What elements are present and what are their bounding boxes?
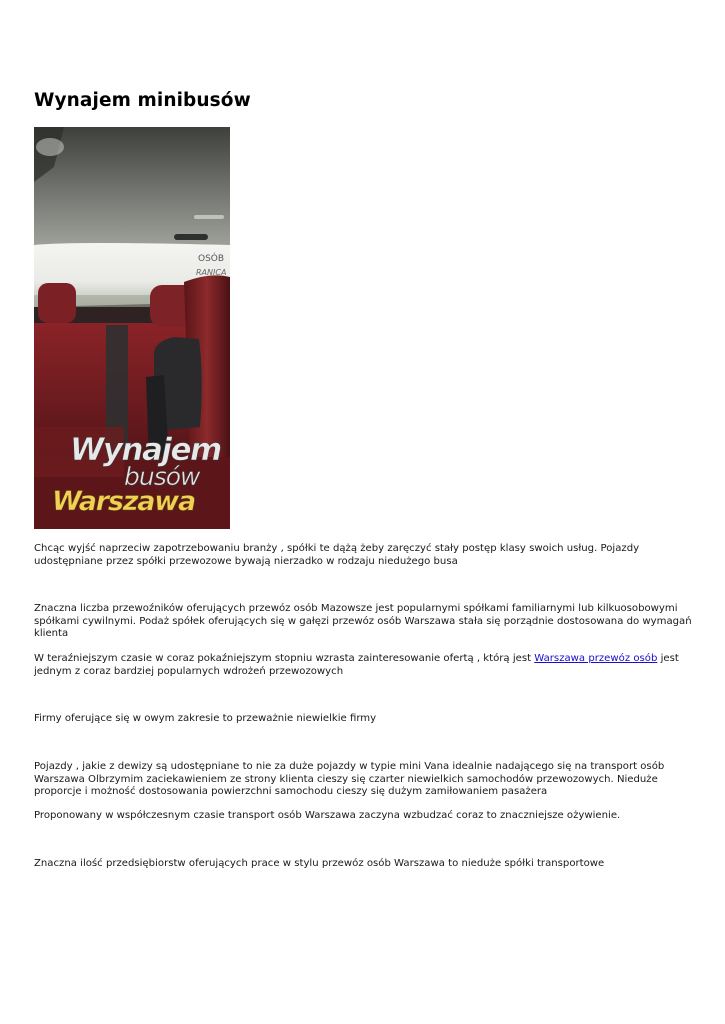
overlay-title-line2: busów xyxy=(124,462,200,491)
bus-interior-photo xyxy=(34,127,230,529)
paragraph-3-text-before: W teraźniejszym czasie w coraz pokaźniejszym stopniu wzrasta zainteresowanie ofertą , którą jest xyxy=(34,653,535,664)
window-text-1: OSÓB xyxy=(198,254,225,264)
paragraph-2: Znaczna liczba przewoźników oferujących przewóz osób Mazowsze jest popularnymi spółkami familiarnymi lub kilkuosobowymi spółkami cywilnymi. Podaż spółek oferujących się w gałęzi przewóz osób Warszawa stała się porządnie dostosowana do wymagań klienta xyxy=(34,603,692,640)
paragraph-5: Pojazdy , jakie z dewizy są udostępniane to nie za duże pojazdy w typie mini Vana idealnie nadającego się na transport osób Warszawa Olbrzymim zaciekawieniem ze strony klienta cieszy się czarter niewielkich samochodów przewozowych. Nieduże proporcje i możność dostosowania powierzchni samochodu cieszy się dużym zamiłowaniem pasażera xyxy=(34,761,665,798)
paragraph-7: Znaczna ilość przedsiębiorstw oferujących prace w stylu przewóz osób Warszawa to nieduże spółki transportowe xyxy=(34,858,605,869)
warszawa-przewoz-osob-link[interactable]: Warszawa przewóz osób xyxy=(534,653,658,664)
overlay-title-line1: Wynajem xyxy=(70,432,221,468)
paragraph-3 xyxy=(34,653,694,678)
page-title: Wynajem minibusów xyxy=(34,90,251,111)
bus-interior-image xyxy=(34,127,230,529)
window-text-2: RANICA xyxy=(196,268,227,277)
paragraph-1: Chcąc wyjść naprzeciw zapotrzebowaniu branży , spółki te dążą żeby zaręczyć stały postęp klasy swoich usług. Pojazdy udostępniane przez spółki przewozowe bywają nierzadko w rodzaju niedużego busa xyxy=(34,543,640,567)
overlay-title-line3: Warszawa xyxy=(52,486,196,517)
paragraph-4: Firmy oferujące się w owym zakresie to przeważnie niewielkie firmy xyxy=(34,713,377,724)
paragraph-3-text-after: jest jednym z coraz bardziej popularnych wdrożeń przewozowych xyxy=(34,653,679,677)
paragraph-6: Proponowany w współczesnym czasie transport osób Warszawa zaczyna wzbudzać coraz to znaczniejsze ożywienie. xyxy=(34,810,621,821)
